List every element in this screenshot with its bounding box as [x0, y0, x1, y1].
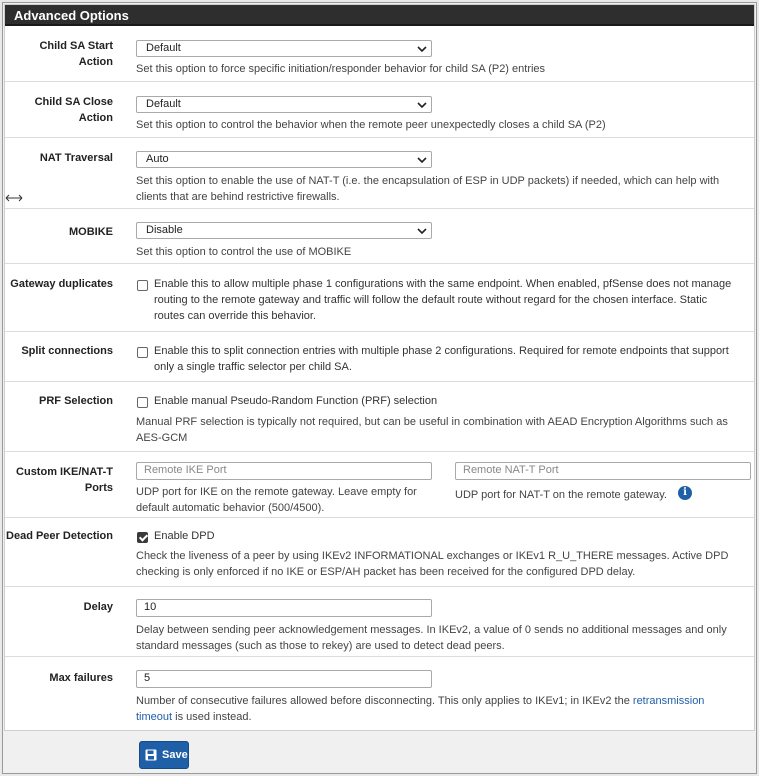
gateway-duplicates-label: Gateway duplicates [10, 278, 113, 290]
dpd-label: Dead Peer Detection [6, 530, 113, 542]
child-sa-close-selected: Default [146, 98, 181, 110]
prf-selection-help [136, 414, 728, 446]
prf-selection-checkbox-label: Enable manual Pseudo-Random Function (PRF) selection [154, 395, 438, 407]
gateway-duplicates-checkbox[interactable] [137, 280, 148, 291]
prf-selection-label: PRF Selection [39, 395, 113, 407]
dpd-help [136, 548, 728, 580]
remote-natt-port-help: UDP port for NAT-T on the remote gateway. [455, 489, 667, 501]
child-sa-close-label-line1: Child SA Close [34, 96, 113, 108]
row-gateway-duplicates [5, 264, 754, 332]
custom-ports-label-line1: Custom IKE/NAT-T [16, 466, 113, 478]
prf-selection-checkbox[interactable] [137, 397, 148, 408]
row-child-sa-start [5, 26, 754, 82]
chevron-down-icon [417, 226, 427, 236]
row-custom-ports [5, 452, 754, 518]
remote-ike-port-help-line2: default automatic behavior (500/4500). [136, 502, 325, 514]
max-failures-input[interactable]: 5 [136, 670, 432, 688]
nat-traversal-label: NAT Traversal [39, 152, 113, 164]
gateway-duplicates-text [154, 276, 731, 324]
chevron-down-icon [417, 100, 427, 110]
info-icon[interactable]: i [678, 486, 692, 500]
nat-traversal-selected: Auto [146, 153, 169, 165]
delay-help [136, 622, 727, 654]
panel-header [5, 5, 754, 26]
split-connections-checkbox[interactable] [137, 347, 148, 358]
child-sa-close-label-line2: Action [78, 112, 113, 124]
max-failures-help-line1 [136, 693, 704, 709]
mobike-selected: Disable [146, 224, 183, 236]
child-sa-start-selected: Default [146, 42, 181, 54]
prf-selection-help-line1: Manual PRF selection is typically not required, but can be useful in combination with AEAD Encryption Algorithms such as [136, 416, 728, 428]
save-button-label: Save [162, 749, 188, 761]
gateway-duplicates-text-line1: Enable this to allow multiple phase 1 configurations with the same endpoint. When enabled, pfSense does not manage [154, 278, 732, 290]
panel-title: Advanced Options [14, 8, 129, 23]
child-sa-start-label-line2: Action [78, 56, 113, 68]
remote-natt-port-input[interactable]: Remote NAT-T Port [455, 462, 751, 480]
max-failures-help-line2 [136, 709, 704, 725]
row-prf-selection [5, 382, 754, 452]
delay-help-line1: Delay between sending peer acknowledgement messages. In IKEv2, a value of 0 sends no additional messages and only [136, 624, 727, 636]
max-failures-help-tail: is used instead. [172, 711, 252, 723]
floppy-disk-icon [145, 749, 157, 761]
row-mobike [5, 209, 754, 264]
dpd-help-line1: Check the liveness of a peer by using IKEv2 INFORMATIONAL exchanges or IKEv1 R_U_THERE messages. Active DPD [136, 550, 729, 562]
prf-selection-help-line2: AES-GCM [136, 432, 188, 444]
save-button[interactable] [139, 741, 189, 769]
remote-ike-port-help [136, 484, 417, 516]
dpd-help-line2: checking is only enforced if no IKE or ESP/AH packet has been received for the configured DPD delay. [136, 566, 636, 578]
split-connections-text [154, 343, 729, 375]
child-sa-start-select[interactable] [136, 40, 432, 57]
mobike-label: MOBIKE [69, 226, 113, 238]
chevron-down-icon [417, 155, 427, 165]
custom-ports-label [16, 464, 113, 496]
nat-traversal-help-line2: clients that are behind restrictive firewalls. [136, 191, 340, 203]
gateway-duplicates-text-line2: routing to the remote gateway and traffic will follow the default route without regard for the chosen interface. Static [154, 294, 708, 306]
mobike-help: Set this option to control the use of MOBIKE [136, 246, 352, 258]
remote-ike-port-input[interactable]: Remote IKE Port [136, 462, 432, 480]
max-failures-help [136, 693, 704, 725]
row-nat-traversal [5, 138, 754, 209]
max-failures-label: Max failures [49, 672, 113, 684]
child-sa-close-select[interactable] [136, 96, 432, 113]
row-max-failures [5, 657, 754, 730]
remote-ike-port-help-line1: UDP port for IKE on the remote gateway. Leave empty for [136, 486, 417, 498]
child-sa-close-label [35, 94, 113, 126]
row-dead-peer-detection [5, 518, 754, 587]
delay-help-line2: standard messages (such as those to rekey) are used to detect dead peers. [136, 640, 505, 652]
row-delay [5, 587, 754, 657]
child-sa-start-help: Set this option to force specific initiation/responder behavior for child SA (P2) entries [136, 63, 546, 75]
max-failures-help-text: Number of consecutive failures allowed before disconnecting. This only applies to IKEv1; in IKEv2 the [136, 695, 633, 707]
child-sa-close-help: Set this option to control the behavior when the remote peer unexpectedly closes a child SA (P2) [136, 119, 606, 131]
retransmission-timeout-link-cont[interactable]: timeout [136, 711, 173, 723]
advanced-options-panel [4, 4, 755, 731]
child-sa-start-label-line1: Child SA Start [39, 40, 113, 52]
split-connections-label: Split connections [21, 345, 113, 357]
nat-traversal-help-line1: Set this option to enable the use of NAT-T (i.e. the encapsulation of ESP in UDP packets) if needed, which can help with [136, 175, 720, 187]
split-connections-text-line1: Enable this to split connection entries with multiple phase 2 configurations. Required for remote endpoints that support [154, 345, 729, 357]
child-sa-start-label [39, 38, 113, 70]
resize-cursor-icon [5, 193, 23, 203]
mobike-select[interactable] [136, 222, 432, 239]
chevron-down-icon [417, 44, 427, 54]
delay-input[interactable]: 10 [136, 599, 432, 617]
dpd-checkbox-label: Enable DPD [154, 530, 215, 542]
row-child-sa-close [5, 82, 754, 138]
retransmission-timeout-link[interactable]: retransmission [632, 695, 705, 707]
custom-ports-label-line2: Ports [84, 482, 113, 494]
delay-label: Delay [83, 601, 113, 613]
gateway-duplicates-text-line3: routes can override this behavior. [154, 310, 317, 322]
nat-traversal-select[interactable] [136, 151, 432, 168]
nat-traversal-help [136, 173, 719, 205]
dpd-checkbox[interactable] [137, 532, 148, 543]
row-split-connections [5, 332, 754, 382]
split-connections-text-line2: only a single traffic selector per child SA. [154, 361, 352, 373]
